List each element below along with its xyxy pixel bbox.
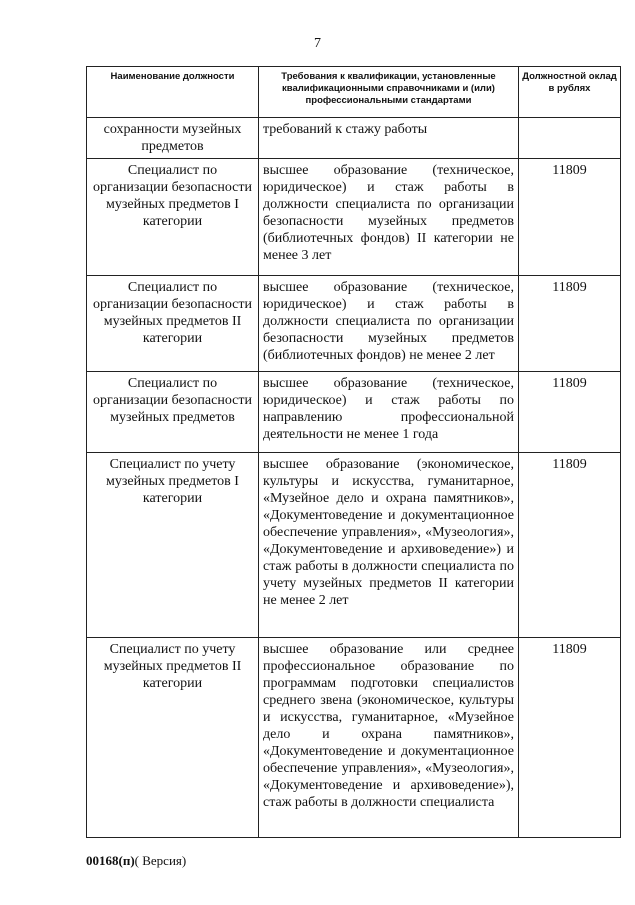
requirements-cell: высшее образование или среднее профессиональное образование по программам подготовки специалистов среднего звена (экономическое, культуры и искусства, гуманитарное, «Музейное дело и охрана памятников», «Документоведение и документационное обеспечение управления», «Музеология», «Документоведение и архивоведение»), стаж работы в должности специалиста (259, 638, 519, 838)
requirements-cell: высшее образование (техническое, юридическое) и стаж работы в должности специалиста по организации безопасности музейных предметов (библиотечных фондов) II категории не менее 3 лет (259, 159, 519, 276)
table-row (87, 159, 621, 276)
header-requirements: Требования к квалификации, установленные квалификационными справочниками и (или) профессиональными стандартами (259, 67, 519, 118)
header-position: Наименование должности (87, 67, 259, 118)
salary-cell: 11809 (519, 159, 621, 276)
document-version: ( Версия) (134, 853, 187, 868)
table-row (87, 276, 621, 372)
requirements-cell: высшее образование (экономическое, культуры и искусства, гуманитарное, «Музейное дело и охрана памятников», «Документоведение и документационное обеспечение управления», «Музеология», «Документоведение и архивоведение») и стаж работы в должности специалиста по учету музейных предметов II категории не менее 2 лет (259, 453, 519, 638)
position-cell: сохранности музейных предметов (87, 118, 259, 159)
document-code: 00168(п) (86, 853, 135, 868)
table-row (87, 372, 621, 453)
salary-cell: 11809 (519, 276, 621, 372)
table-row (87, 118, 621, 159)
position-cell: Специалист по учету музейных предметов I категории (87, 453, 259, 638)
requirements-cell: высшее образование (техническое, юридическое) и стаж работы по направлению профессиональной деятельности не менее 1 года (259, 372, 519, 453)
table-row (87, 638, 621, 838)
table-header-row (87, 67, 621, 118)
qualification-table (86, 66, 621, 838)
document-footer (86, 853, 186, 869)
page-number: 7 (314, 36, 321, 51)
salary-cell: 11809 (519, 372, 621, 453)
requirements-cell: высшее образование (техническое, юридическое) и стаж работы в должности специалиста по организации безопасности музейных предметов (библиотечных фондов) не менее 2 лет (259, 276, 519, 372)
salary-cell (519, 118, 621, 159)
table-row (87, 453, 621, 638)
position-cell: Специалист по организации безопасности музейных предметов (87, 372, 259, 453)
position-cell: Специалист по организации безопасности музейных предметов I категории (87, 159, 259, 276)
header-salary: Должностной оклад в рублях (519, 67, 621, 118)
requirements-cell: требований к стажу работы (259, 118, 519, 159)
salary-cell: 11809 (519, 453, 621, 638)
position-cell: Специалист по организации безопасности музейных предметов II категории (87, 276, 259, 372)
salary-cell: 11809 (519, 638, 621, 838)
position-cell: Специалист по учету музейных предметов II категории (87, 638, 259, 838)
